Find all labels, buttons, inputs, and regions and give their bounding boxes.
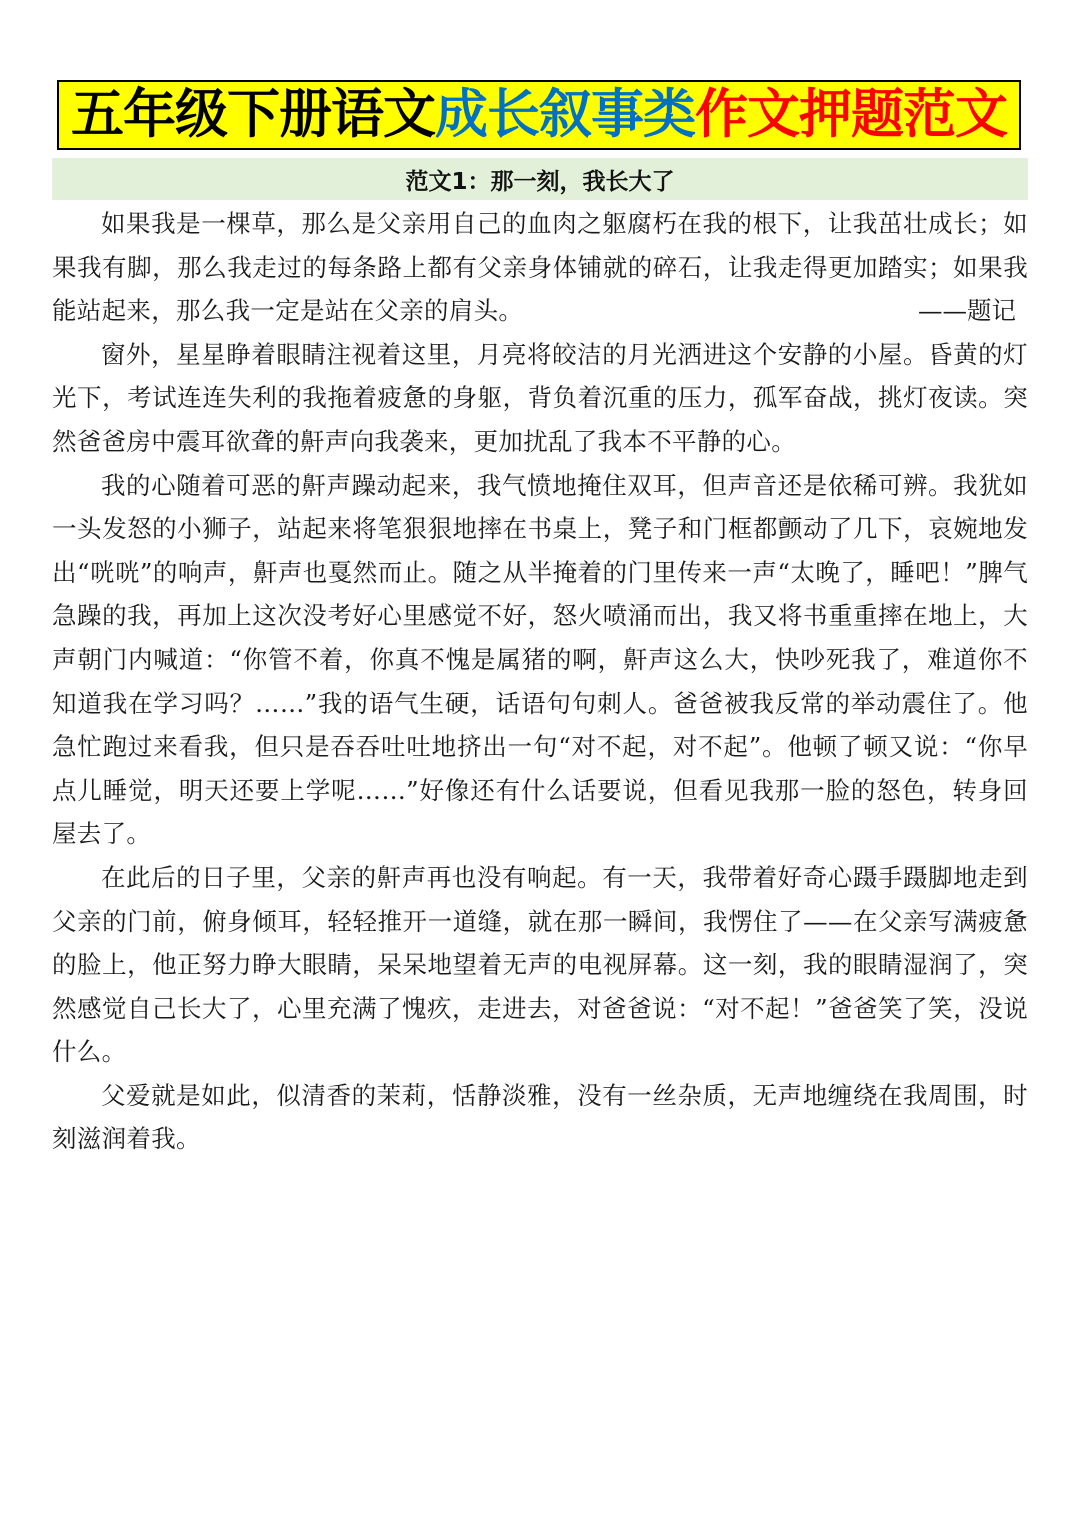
title-grade-subject: 五年级下册语文 <box>71 84 435 145</box>
epigraph-signature: ——题记 <box>918 296 1016 326</box>
essay-body <box>52 202 1028 1161</box>
page-title <box>57 80 1021 150</box>
paragraph: 我的心随着可恶的鼾声躁动起来，我气愤地掩住双耳，但声音还是依稀可辨。我犹如一头发怒的小狮子，站起来将笔狠狠地摔在书桌上，凳子和门框都颤动了几下，哀婉地发出“咣咣”的响声，鼾声也戛然而止。随之从半掩着的门里传来一声“太晚了，睡吧！”脾气急躁的我，再加上这次没考好心里感觉不好，怒火喷涌而出，我又将书重重摔在地上，大声朝门内喊道：“你管不着，你真不愧是属猪的啊，鼾声这么大，快吵死我了，难道你不知道我在学习吗？……”我的语气生硬，话语句句刺人。爸爸被我反常的举动震住了。他急忙跑过来看我，但只是吞吞吐吐地挤出一句“对不起，对不起”。他顿了顿又说：“你早点儿睡觉，明天还要上学呢……”好像还有什么话要说，但看见我那一脸的怒色，转身回屋去了。 <box>52 470 1028 849</box>
epigraph-text: 如果我是一棵草，那么是父亲用自己的血肉之躯腐朽在我的根下，让我茁壮成长；如果我有脚，那么我走过的每条路上都有父亲身体铺就的碎石，让我走得更加踏实；如果我能站起来，那么我一定是站在父亲的肩头。 <box>52 209 1028 326</box>
title-category: 成长叙事类 <box>435 84 695 145</box>
essay-heading: 范文1：那一刻，我长大了 <box>405 168 675 195</box>
title-essay-type: 作文押题范文 <box>695 84 1007 145</box>
paragraph: 窗外，星星睁着眼睛注视着这里，月亮将皎洁的月光洒进这个安静的小屋。昏黄的灯光下，考试连连失利的我拖着疲惫的身躯，背负着沉重的压力，孤军奋战，挑灯夜读。突然爸爸房中震耳欲聋的鼾声向我袭来，更加扰乱了我本不平静的心。 <box>52 339 1028 456</box>
paragraph: 在此后的日子里，父亲的鼾声再也没有响起。有一天，我带着好奇心蹑手蹑脚地走到父亲的门前，俯身倾耳，轻轻推开一道缝，就在那一瞬间，我愣住了——在父亲写满疲惫的脸上，他正努力睁大眼睛，呆呆地望着无声的电视屏幕。这一刻，我的眼睛湿润了，突然感觉自己长大了，心里充满了愧疚，走进去，对爸爸说：“对不起！”爸爸笑了笑，没说什么。 <box>52 862 1028 1067</box>
epigraph-block <box>52 202 1028 333</box>
essay-heading-bar <box>52 158 1028 200</box>
paragraph: 父爱就是如此，似清香的茉莉，恬静淡雅，没有一丝杂质，无声地缠绕在我周围，时刻滋润着我。 <box>52 1080 1028 1154</box>
